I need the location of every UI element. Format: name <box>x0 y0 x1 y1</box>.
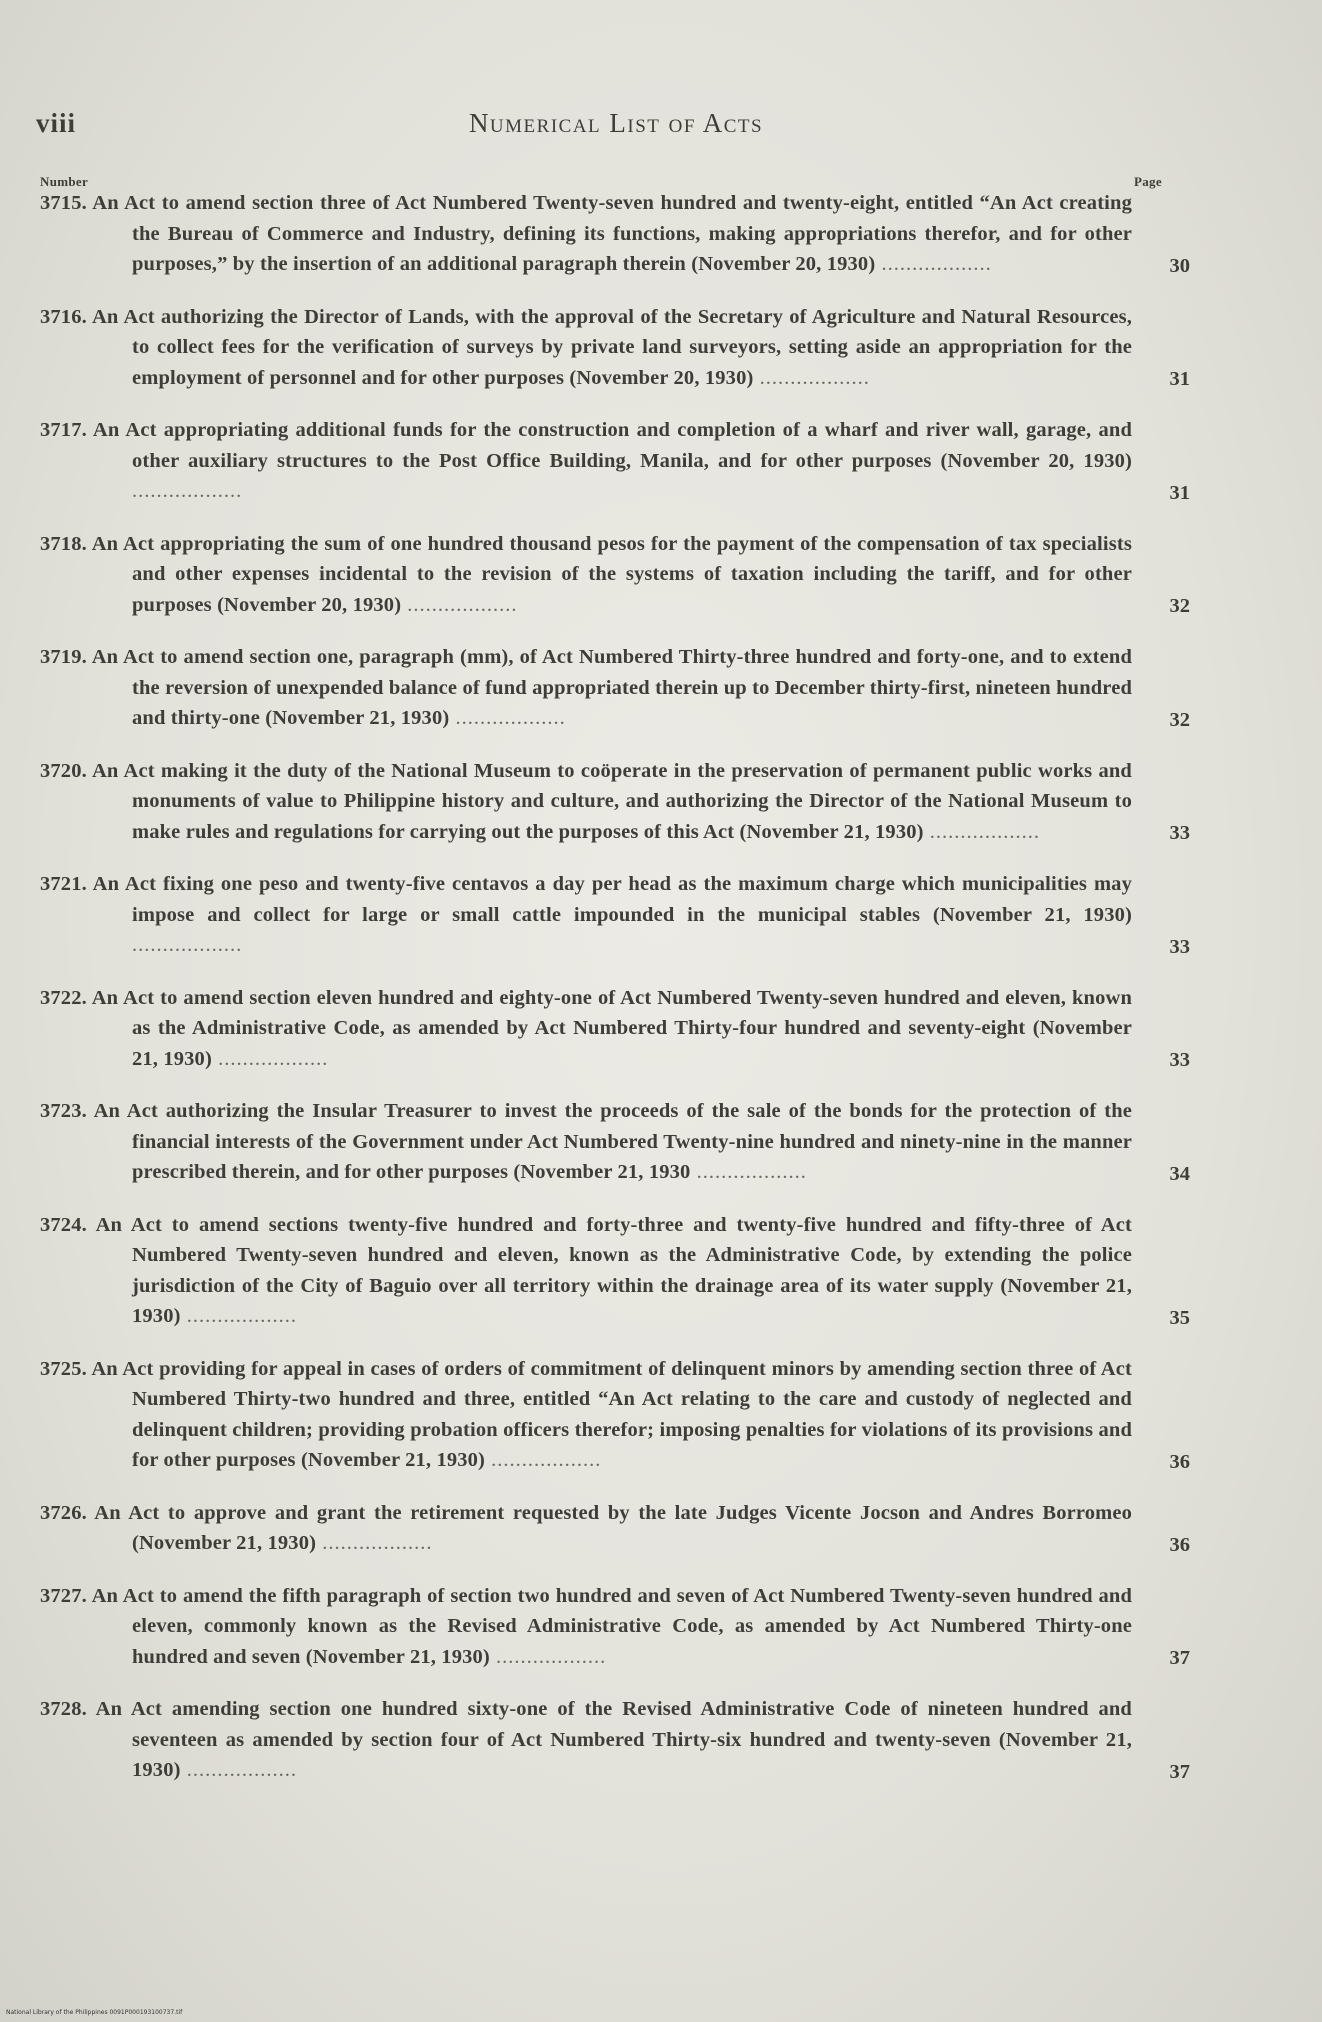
entry-text <box>40 302 1132 394</box>
column-header-page: Page <box>1134 174 1162 189</box>
dot-leader: .................. <box>753 366 870 389</box>
list-item <box>40 642 1190 734</box>
dot-leader: .................. <box>690 1161 807 1183</box>
page-number: 36 <box>1169 1450 1190 1473</box>
scan-stamp: National Library of the Philippines 0091P000193100737.tif <box>6 2009 183 2016</box>
act-title: An Act providing for appeal in cases of orders of commitment of delinquent minors by amending section three of Act Numbered Thirty-two hundred and three, entitled “An Act relating to the care and custody of neglected and delinquent children; providing probation officers therefor; imposing penalties for violations of its provisions and for other purposes (November 21, 1930) <box>91 1357 1132 1471</box>
entry-text <box>40 1096 1132 1188</box>
entry-text <box>40 756 1132 848</box>
act-number: 3724. <box>40 1213 87 1236</box>
page-header <box>36 108 1196 148</box>
act-number: 3728. <box>40 1698 87 1720</box>
act-title: An Act to amend sections twenty-five hundred and forty-three and twenty-five hundred and fifty-three of Act Numbered Twenty-seven hundred and eleven, known as the Administrative Code, by extending the police jurisdiction of the City of Baguio over all territory within the drainage area of its water supply (November 21, 1930) <box>95 1213 1132 1327</box>
act-number: 3715. <box>40 192 87 214</box>
act-title: An Act appropriating the sum of one hundred thousand pesos for the payment of the compensation of tax specialists and other expenses incidental to the revision of the systems of taxation including the tariff, and for other purposes (November 20, 1930) <box>91 532 1132 616</box>
act-title: An Act authorizing the Director of Lands, with the approval of the Secretary of Agriculture and Natural Resources, to collect fees for the verification of surveys by private land surveyors, setting aside an appropriation for the employment of personnel and for other purposes (November 20, 1930) <box>91 305 1132 389</box>
list-item <box>40 756 1190 848</box>
entry-text <box>40 1498 1132 1559</box>
act-title: An Act to approve and grant the retirement requested by the late Judges Vicente Jocson and Andres Borromeo (November 21, 1930) <box>94 1501 1132 1554</box>
page-number: 35 <box>1169 1306 1190 1329</box>
act-number: 3722. <box>40 986 87 1009</box>
act-number: 3719. <box>40 646 87 668</box>
act-title: An Act authorizing the Insular Treasurer to invest the proceeds of the sale of the bonds for the protection of the financial interests of the Government under Act Numbered Twenty-nine hundred and ninety-nine in the manner prescribed therein, and for other purposes (November 21, 1930 <box>93 1100 1132 1183</box>
page-number: 31 <box>1169 481 1190 504</box>
dot-leader: .................. <box>180 1305 297 1327</box>
page-number: 32 <box>1169 595 1190 617</box>
dot-leader: .................. <box>401 593 518 616</box>
act-number: 3720. <box>40 759 87 782</box>
list-item <box>40 1498 1190 1559</box>
dot-leader: .................. <box>211 1047 329 1070</box>
act-title: An Act to amend section three of Act Numbered Twenty-seven hundred and twenty-eight, entitled “An Act creating the Bureau of Commerce and Industry, defining its functions, making appropriations therefor, and for other purposes,” by the insertion of an additional paragraph therein (November 20, 1930) <box>92 192 1132 275</box>
folio-number: viii <box>36 108 77 138</box>
list-item <box>40 302 1190 394</box>
acts-list <box>40 188 1190 1808</box>
page-number: 30 <box>1169 254 1190 277</box>
page-number: 36 <box>1169 1533 1190 1556</box>
page-number: 33 <box>1169 822 1190 844</box>
act-number: 3717. <box>40 419 87 441</box>
running-head-title: Numerical List of Acts <box>468 108 764 138</box>
entry-text <box>40 642 1132 734</box>
dot-leader: .................. <box>449 707 566 729</box>
act-number: 3723. <box>40 1100 87 1122</box>
act-number: 3718. <box>40 532 87 555</box>
entry-text <box>40 983 1132 1075</box>
list-item <box>40 983 1190 1075</box>
act-number: 3727. <box>40 1584 87 1607</box>
column-header-number: Number <box>40 174 89 189</box>
act-title: An Act making it the duty of the National Museum to coöperate in the preservation of permanent public works and monuments of value to Philippine history and culture, and authorizing the Director of the National Museum to make rules and regulations for carrying out the purposes of this Act (November 21, 1930) <box>91 759 1132 843</box>
act-number: 3716. <box>40 305 87 328</box>
list-item <box>40 188 1190 280</box>
list-item <box>40 1581 1190 1673</box>
act-number: 3725. <box>40 1357 87 1380</box>
dot-leader: .................. <box>923 820 1040 843</box>
act-title: An Act fixing one peso and twenty-five centavos a day per head as the maximum charge which municipalities may impose and collect for large or small cattle impounded in the municipal stables (November 21, 1930) <box>92 873 1132 926</box>
list-item <box>40 529 1190 621</box>
act-title: An Act to amend section one, paragraph (mm), of Act Numbered Thirty-three hundred and forty-one, and to extend the reversion of unexpended balance of fund appropriated therein up to December thirty-first, nineteen hundred and thirty-one (November 21, 1930) <box>91 646 1132 729</box>
dot-leader: .................. <box>316 1532 433 1554</box>
entry-text <box>40 415 1132 507</box>
dot-leader: .................. <box>132 480 243 502</box>
page-number: 37 <box>1169 1760 1190 1783</box>
page-number: 34 <box>1169 1162 1190 1185</box>
dot-leader: .................. <box>489 1645 607 1668</box>
page-number: 37 <box>1169 1647 1190 1669</box>
entry-text <box>40 1694 1132 1786</box>
act-title: An Act to amend section eleven hundred and eighty-one of Act Numbered Twenty-seven hundred and eleven, known as the Administrative Code, as amended by Act Numbered Thirty-four hundred and seventy-eight (November 21, 1930) <box>91 986 1132 1070</box>
dot-leader: .................. <box>132 934 243 956</box>
page-number: 31 <box>1169 368 1190 390</box>
act-title: An Act amending section one hundred sixty-one of the Revised Administrative Code of nineteen hundred and seventeen as amended by section four of Act Numbered Thirty-six hundred and twenty-seven (November 21, 1930) <box>95 1698 1132 1781</box>
act-title: An Act appropriating additional funds for the construction and completion of a wharf and river wall, garage, and other auxiliary structures to the Post Office Building, Manila, and for other purposes (November 20, 1930) <box>92 419 1132 472</box>
page-number: 33 <box>1169 935 1190 958</box>
list-item <box>40 1694 1190 1786</box>
list-item <box>40 415 1190 507</box>
dot-leader: .................. <box>180 1759 297 1781</box>
entry-text <box>40 188 1132 280</box>
page-number: 32 <box>1169 708 1190 731</box>
entry-text <box>40 1354 1132 1476</box>
entry-text <box>40 529 1132 621</box>
dot-leader: .................. <box>485 1449 602 1471</box>
dot-leader: .................. <box>875 253 992 275</box>
entry-text <box>40 1581 1132 1673</box>
list-item <box>40 1354 1190 1476</box>
entry-text <box>40 869 1132 961</box>
list-item <box>40 1096 1190 1188</box>
list-item <box>40 869 1190 961</box>
act-number: 3726. <box>40 1501 87 1524</box>
list-item <box>40 1210 1190 1332</box>
act-title: An Act to amend the fifth paragraph of section two hundred and seven of Act Numbered Twenty-seven hundred and eleven, commonly known as the Revised Administrative Code, as amended by Act Numbered Thirty-one hundred and seven (November 21, 1930) <box>91 1584 1132 1668</box>
page-number: 33 <box>1169 1049 1190 1071</box>
entry-text <box>40 1210 1132 1332</box>
act-number: 3721. <box>40 873 87 895</box>
